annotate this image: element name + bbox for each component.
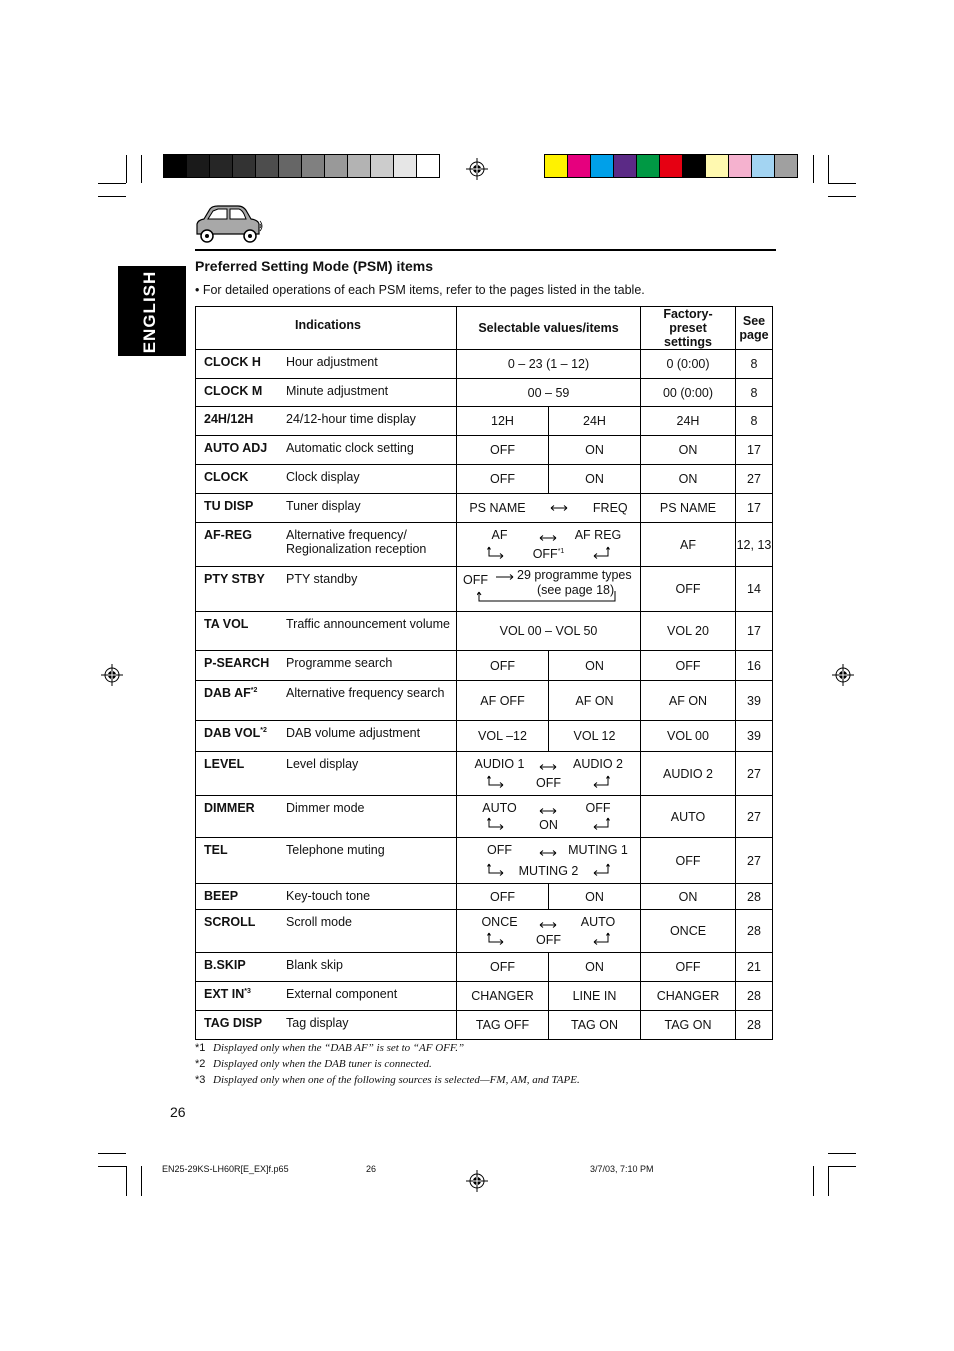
indication-cell (196, 982, 457, 1011)
footnote (195, 1074, 580, 1086)
indication-cell (196, 651, 457, 681)
table-row (196, 407, 773, 436)
selectable-cell (457, 436, 641, 465)
registration-mark-icon (101, 664, 123, 686)
color-swatch (729, 155, 752, 177)
indication-description: PTY standby (286, 572, 358, 586)
selectable-cell (457, 494, 641, 523)
indication-cell (196, 681, 457, 721)
footnote-text: Displayed only when the DAB tuner is connected. (213, 1058, 432, 1070)
indication-description: Clock display (286, 470, 360, 484)
crop-mark (828, 1166, 829, 1196)
selectable-cell (457, 651, 641, 681)
indication-description: Alternative frequency search (286, 686, 445, 700)
option-a: OFF (487, 843, 512, 857)
double-arrow-icon (539, 849, 557, 857)
option-b: TAG ON (571, 1018, 618, 1032)
page-cell: 12, 13 (736, 523, 773, 567)
page-cell: 27 (736, 465, 773, 494)
gray-swatch (394, 155, 417, 177)
indication-description: Dimmer mode (286, 801, 365, 815)
factory-cell: OFF (641, 567, 736, 612)
double-arrow-icon (539, 921, 557, 929)
option-b: MUTING 1 (568, 843, 628, 857)
indication-cell (196, 721, 457, 752)
selectable-cell: 00 – 59 (457, 379, 641, 407)
page-cell: 39 (736, 681, 773, 721)
double-arrow-icon (539, 534, 557, 542)
indication-code: CLOCK M (204, 384, 263, 398)
option-b: VOL 12 (573, 729, 616, 743)
indication-description: Traffic announcement volume (286, 617, 450, 631)
gray-swatch (164, 155, 187, 177)
table-row (196, 494, 773, 523)
option-a: OFF (457, 884, 549, 909)
gray-swatch (233, 155, 256, 177)
factory-cell: 24H (641, 407, 736, 436)
color-swatch (660, 155, 683, 177)
option-a: CHANGER (457, 982, 549, 1010)
selectable-cell (457, 752, 641, 796)
table-row (196, 982, 773, 1011)
footnote-mark: *1 (195, 1042, 206, 1054)
crop-mark (828, 183, 856, 184)
page-cell: 17 (736, 494, 773, 523)
crop-mark (813, 155, 814, 183)
option-b: 24H (583, 414, 606, 428)
page-cell: 16 (736, 651, 773, 681)
option-a: ONCE (481, 915, 518, 929)
factory-cell: 0 (0:00) (641, 350, 736, 379)
table-row (196, 612, 773, 651)
footnote-ref: *3 (244, 987, 251, 995)
option-b: AF ON (575, 693, 614, 708)
selectable-cell: VOL 00 – VOL 50 (457, 612, 641, 651)
factory-cell: VOL 00 (641, 721, 736, 752)
registration-mark-icon (832, 664, 854, 686)
header-factory: Factory-preset settings (641, 307, 736, 350)
option-a: OFF (457, 953, 549, 981)
indication-code: DAB AF$^{*2}$ (204, 686, 258, 700)
indication-code: TA VOL (204, 617, 249, 631)
color-swatch (752, 155, 775, 177)
indication-code: TU DISP (204, 499, 254, 513)
crop-mark (98, 1153, 126, 1154)
indication-code: AF-REG (204, 528, 252, 542)
footnote-ref: *2 (250, 686, 258, 694)
color-swatch (545, 155, 568, 177)
footnote-ref: *2 (260, 726, 267, 734)
indication-cell (196, 379, 457, 407)
header-rule (195, 249, 776, 251)
selectable-cell (457, 567, 641, 612)
indication-code: SCROLL (204, 915, 256, 929)
selectable-cell (457, 910, 641, 953)
indication-description: Tuner display (286, 499, 361, 513)
page-cell: 17 (736, 436, 773, 465)
color-bar (544, 154, 798, 178)
factory-cell: ONCE (641, 910, 736, 953)
footnote-mark: *3 (195, 1074, 206, 1086)
car-icon (194, 204, 264, 246)
factory-cell: 00 (0:00) (641, 379, 736, 407)
factory-cell: AUDIO 2 (641, 752, 736, 796)
section-title: Preferred Setting Mode (PSM) items (195, 258, 434, 274)
factory-cell: AF ON (641, 681, 736, 721)
selectable-cell (457, 953, 641, 982)
indication-code: PTY STBY (204, 572, 265, 586)
option-middle: OFF (536, 776, 561, 790)
factory-cell: PS NAME (641, 494, 736, 523)
slug-file: EN25-29KS-LH60R[E_EX]f.p65 (162, 1164, 289, 1174)
gray-swatch (302, 155, 325, 177)
page-cell: 28 (736, 884, 773, 910)
indication-code: 24H/12H (204, 412, 254, 426)
slug-date: 3/7/03, 7:10 PM (590, 1164, 654, 1174)
page-cell: 17 (736, 612, 773, 651)
indication-code: CLOCK (204, 470, 249, 484)
slug-page: 26 (366, 1164, 377, 1174)
indication-code: LEVEL (204, 757, 245, 771)
indication-code: B.SKIP (204, 958, 246, 972)
table-row (196, 681, 773, 721)
option-middle: OFF (536, 933, 561, 947)
indication-code: CLOCK H (204, 355, 261, 369)
crop-mark (828, 155, 829, 183)
gray-swatch (187, 155, 210, 177)
option-a: AUTO (482, 801, 517, 815)
option-middle: ON (539, 818, 558, 832)
header-selectable: Selectable values/items (457, 307, 641, 350)
indication-cell (196, 350, 457, 379)
selectable-cell (457, 796, 641, 838)
factory-cell: AUTO (641, 796, 736, 838)
color-swatch (637, 155, 660, 177)
gray-swatch (325, 155, 348, 177)
indication-cell (196, 407, 457, 436)
gray-swatch (210, 155, 233, 177)
page-cell: 27 (736, 796, 773, 838)
table-row (196, 379, 773, 407)
option-middle: OFF (532, 547, 558, 561)
footnote-text: Displayed only when one of the following sources is selected—FM, AM, and TAPE. (213, 1074, 580, 1086)
crop-mark (98, 1166, 126, 1167)
selectable-cell (457, 884, 641, 910)
option-b: 29 programme types (517, 568, 632, 582)
indication-description: Telephone muting (286, 843, 385, 857)
gray-swatch (256, 155, 279, 177)
return-arrow-right-icon (592, 863, 610, 877)
color-swatch (591, 155, 614, 177)
table-row (196, 1011, 773, 1040)
return-arrow-right-icon (592, 775, 610, 789)
factory-cell: OFF (641, 838, 736, 884)
option-middle: MUTING 2 (518, 864, 579, 878)
option-a: OFF (457, 651, 549, 680)
factory-cell: VOL 20 (641, 612, 736, 651)
option-a: AUDIO 1 (474, 757, 525, 771)
gray-swatch (371, 155, 394, 177)
loop-arrow-icon (477, 591, 617, 605)
selectable-cell (457, 838, 641, 884)
indication-description: Minute adjustment (286, 384, 389, 398)
footnote (195, 1042, 464, 1054)
table-row (196, 436, 773, 465)
indication-code: P-SEARCH (204, 656, 270, 670)
indication-cell (196, 567, 457, 612)
indication-description: Level display (286, 757, 359, 771)
crop-mark (813, 1166, 814, 1196)
page-cell: 27 (736, 752, 773, 796)
color-swatch (614, 155, 637, 177)
return-arrow-right-icon (592, 546, 610, 560)
table-row (196, 350, 773, 379)
indication-cell (196, 752, 457, 796)
table-row (196, 721, 773, 752)
indication-code: DAB VOL$^{*2}$ (204, 726, 267, 740)
page-cell: 8 (736, 407, 773, 436)
page-cell: 14 (736, 567, 773, 612)
option-b: OFF (585, 801, 611, 815)
indication-description: Alternative frequency/ Regionalization reception (286, 528, 427, 556)
page-cell: 28 (736, 982, 773, 1011)
table-row (196, 838, 773, 884)
indication-description: Automatic clock setting (286, 441, 414, 455)
option-b: FREQ (592, 501, 628, 515)
footnote-mark: *2 (195, 1058, 206, 1070)
indication-cell (196, 523, 457, 567)
psm-table (195, 306, 773, 1040)
intro-text: • For detailed operations of each PSM items, refer to the pages listed in the table. (195, 283, 645, 297)
indication-cell (196, 884, 457, 910)
option-a: OFF (463, 573, 488, 587)
crop-mark (126, 1166, 127, 1196)
indication-description: Blank skip (286, 958, 343, 972)
page-cell: 8 (736, 379, 773, 407)
indication-cell (196, 796, 457, 838)
language-tab-label: ENGLISH (140, 270, 159, 354)
double-arrow-icon (550, 504, 568, 512)
factory-cell: ON (641, 465, 736, 494)
page-cell: 8 (736, 350, 773, 379)
footnote-text: Displayed only when the “DAB AF” is set to “AF OFF.” (213, 1042, 465, 1054)
factory-cell: TAG ON (641, 1011, 736, 1040)
crop-mark (141, 1166, 142, 1196)
option-a: VOL –12 (457, 721, 549, 751)
option-a: AF (491, 528, 508, 542)
indication-cell (196, 838, 457, 884)
gray-swatch (348, 155, 371, 177)
indication-description: External component (286, 987, 398, 1001)
table-row (196, 884, 773, 910)
crop-mark (98, 183, 126, 184)
crop-mark (828, 196, 856, 197)
option-b: ON (585, 472, 604, 486)
indication-cell (196, 465, 457, 494)
footnote (195, 1058, 432, 1070)
table-row (196, 910, 773, 953)
option-a: OFF (457, 465, 549, 493)
page-cell: 28 (736, 1011, 773, 1040)
indication-description: Hour adjustment (286, 355, 378, 369)
indication-description: 24/12-hour time display (286, 412, 416, 426)
indication-cell (196, 494, 457, 523)
option-b: ON (585, 443, 604, 457)
selectable-cell (457, 681, 641, 721)
option-b: AUTO (580, 915, 616, 929)
indication-cell (196, 612, 457, 651)
page-cell: 39 (736, 721, 773, 752)
indication-description: Programme search (286, 656, 393, 670)
indication-code: EXT IN$^{*3}$ (204, 987, 251, 1001)
header-page: See page (736, 307, 773, 350)
color-swatch (775, 155, 797, 177)
right-arrow-icon (495, 573, 515, 581)
table-row (196, 796, 773, 838)
crop-mark (98, 196, 126, 197)
factory-cell: OFF (641, 953, 736, 982)
factory-cell: ON (641, 884, 736, 910)
page-cell: 27 (736, 838, 773, 884)
selectable-cell (457, 523, 641, 567)
language-tab (118, 266, 186, 356)
registration-mark-icon (466, 158, 488, 180)
indication-code: AUTO ADJ (204, 441, 268, 455)
table-row (196, 523, 773, 567)
color-swatch (706, 155, 729, 177)
registration-mark-icon (466, 1170, 488, 1192)
return-arrow-right-icon (592, 817, 610, 831)
table-row (196, 752, 773, 796)
option-b: LINE IN (572, 989, 617, 1003)
option-a: OFF (457, 436, 549, 464)
option-b-note: (see page 18) (537, 583, 615, 597)
option-b: AUDIO 2 (572, 757, 623, 771)
option-b: AF REG (574, 528, 622, 542)
selectable-cell (457, 982, 641, 1011)
indication-code: TAG DISP (204, 1016, 263, 1030)
gray-swatch (279, 155, 302, 177)
option-b: ON (585, 658, 604, 673)
option-a: PS NAME (469, 501, 526, 515)
footnote-ref: *1 (557, 547, 565, 555)
table-row (196, 953, 773, 982)
option-b: ON (585, 960, 604, 974)
indication-description: Key-touch tone (286, 889, 371, 903)
indication-cell (196, 953, 457, 982)
table-row (196, 651, 773, 681)
indication-description: Scroll mode (286, 915, 352, 929)
crop-mark (828, 1153, 856, 1154)
color-swatch (568, 155, 591, 177)
indication-code: TEL (204, 843, 228, 857)
indication-cell (196, 1011, 457, 1040)
selectable-cell: 0 – 23 (1 – 12) (457, 350, 641, 379)
table-row (196, 567, 773, 612)
selectable-cell (457, 1011, 641, 1040)
crop-mark (141, 155, 142, 183)
option-a: AF OFF (457, 681, 549, 720)
crop-mark (828, 1166, 856, 1167)
double-arrow-icon (539, 763, 557, 771)
indication-description: Tag display (286, 1016, 349, 1030)
indication-code: DIMMER (204, 801, 255, 815)
factory-cell: CHANGER (641, 982, 736, 1011)
page-cell: 21 (736, 953, 773, 982)
grayscale-bar (163, 154, 440, 178)
header-indications: Indications (196, 307, 457, 350)
factory-cell: AF (641, 523, 736, 567)
factory-cell: ON (641, 436, 736, 465)
crop-mark (126, 155, 127, 183)
table-row (196, 465, 773, 494)
factory-cell: OFF (641, 651, 736, 681)
option-a: TAG OFF (457, 1011, 549, 1039)
indication-cell (196, 436, 457, 465)
selectable-cell (457, 721, 641, 752)
color-swatch (683, 155, 706, 177)
page-number: 26 (170, 1104, 186, 1120)
option-a: 12H (457, 407, 549, 435)
double-arrow-icon (539, 807, 557, 815)
indication-cell (196, 910, 457, 953)
indication-code: BEEP (204, 889, 239, 903)
selectable-cell (457, 407, 641, 436)
return-arrow-right-icon (592, 932, 610, 946)
page-cell: 28 (736, 910, 773, 953)
gray-swatch (417, 155, 439, 177)
indication-description: DAB volume adjustment (286, 726, 421, 740)
option-b: ON (585, 889, 604, 904)
selectable-cell (457, 465, 641, 494)
